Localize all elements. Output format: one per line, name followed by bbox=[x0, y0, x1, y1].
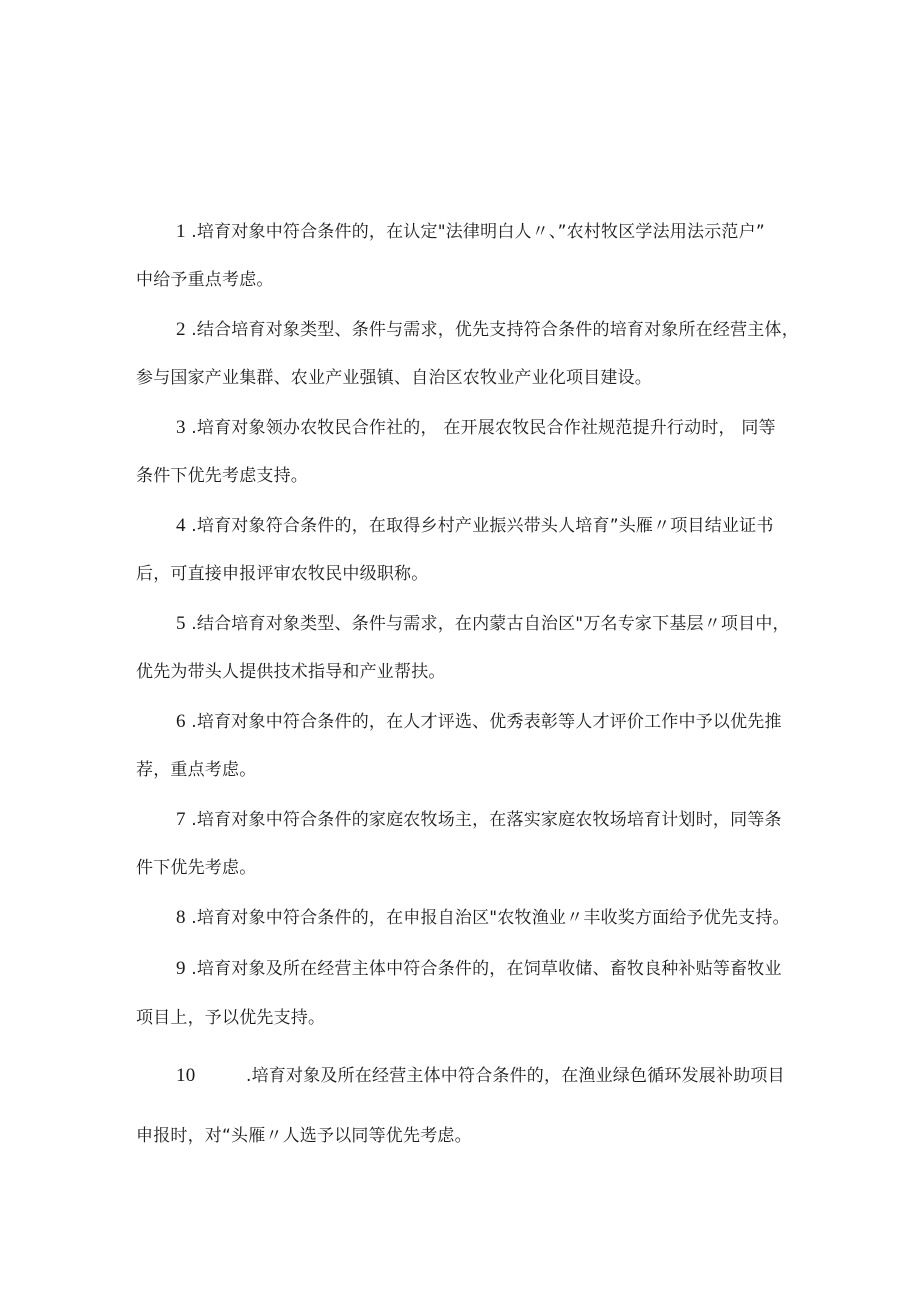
item-1-number: 1 bbox=[176, 221, 186, 242]
item-9-line-1 bbox=[176, 957, 782, 981]
item-3-line-1 bbox=[176, 416, 776, 440]
item-3-line-2: 条件下优先考虑支持。 bbox=[136, 466, 308, 486]
item-2-line-1 bbox=[176, 318, 799, 342]
item-4-line-2: 后，可直接申报评审农牧民中级职称。 bbox=[136, 564, 429, 584]
item-1-text: .培育对象中符合条件的，在认定"法律明白人〃、”农村牧区学法用法示范户” bbox=[185, 222, 765, 242]
item-9-number: 9 bbox=[176, 958, 186, 979]
item-3-number: 3 bbox=[176, 417, 186, 438]
item-4-number: 4 bbox=[176, 515, 186, 536]
item-7-line-2: 件下优先考虑。 bbox=[136, 858, 257, 878]
item-4-line-1 bbox=[176, 514, 774, 538]
item-8-number: 8 bbox=[176, 907, 186, 928]
item-10-line-1 bbox=[176, 1064, 785, 1088]
item-5-line-2: 优先为带头人提供技术指导和产业帮扶。 bbox=[136, 662, 446, 682]
item-3-text: .培育对象领办农牧民合作社的， 在开展农牧民合作社规范提升行动时， 同等 bbox=[185, 418, 776, 438]
item-2-line-2: 参与国家产业集群、农业产业强镇、自治区农牧业产业化项目建设。 bbox=[136, 368, 652, 388]
item-6-number: 6 bbox=[176, 711, 186, 732]
item-9-text: .培育对象及所在经营主体中符合条件的，在饲草收储、畜牧良种补贴等畜牧业 bbox=[185, 959, 782, 979]
item-7-text: .培育对象中符合条件的家庭农牧场主，在落实家庭农牧场培育计划时，同等条 bbox=[185, 810, 782, 830]
item-5-number: 5 bbox=[176, 613, 186, 634]
item-10-text: .培育对象及所在经营主体中符合条件的，在渔业绿色循环发展补助项目 bbox=[246, 1066, 785, 1086]
item-1-line-1 bbox=[176, 220, 765, 244]
item-5-line-1 bbox=[176, 612, 790, 636]
item-8-text: .培育对象中符合条件的，在申报自治区"农牧渔业〃丰收奖方面给予优先支持。 bbox=[185, 908, 790, 928]
item-8-line-1 bbox=[176, 906, 790, 930]
item-7-line-1 bbox=[176, 808, 782, 832]
item-5-text: .结合培育对象类型、条件与需求，在内蒙古自治区"万名专家下基层〃项目中， bbox=[185, 614, 790, 634]
item-10-line-2: 申报时，对“头雁〃人选予以同等优先考虑。 bbox=[136, 1126, 472, 1146]
item-1-line-2: 中给予重点考虑。 bbox=[136, 270, 274, 290]
item-2-text: .结合培育对象类型、条件与需求，优先支持符合条件的培育对象所在经营主体， bbox=[185, 320, 799, 340]
item-4-text: .培育对象符合条件的，在取得乡村产业振兴带头人培育”头雁〃项目结业证书 bbox=[185, 516, 774, 536]
item-7-number: 7 bbox=[176, 809, 186, 830]
item-6-line-1 bbox=[176, 710, 782, 734]
item-9-line-2: 项目上，予以优先支持。 bbox=[136, 1008, 326, 1028]
item-6-text: .培育对象中符合条件的，在人才评选、优秀表彰等人才评价工作中予以优先推 bbox=[185, 712, 782, 732]
item-2-number: 2 bbox=[176, 319, 186, 340]
item-6-line-2: 荐，重点考虑。 bbox=[136, 760, 257, 780]
item-10-number: 10 bbox=[176, 1065, 196, 1086]
